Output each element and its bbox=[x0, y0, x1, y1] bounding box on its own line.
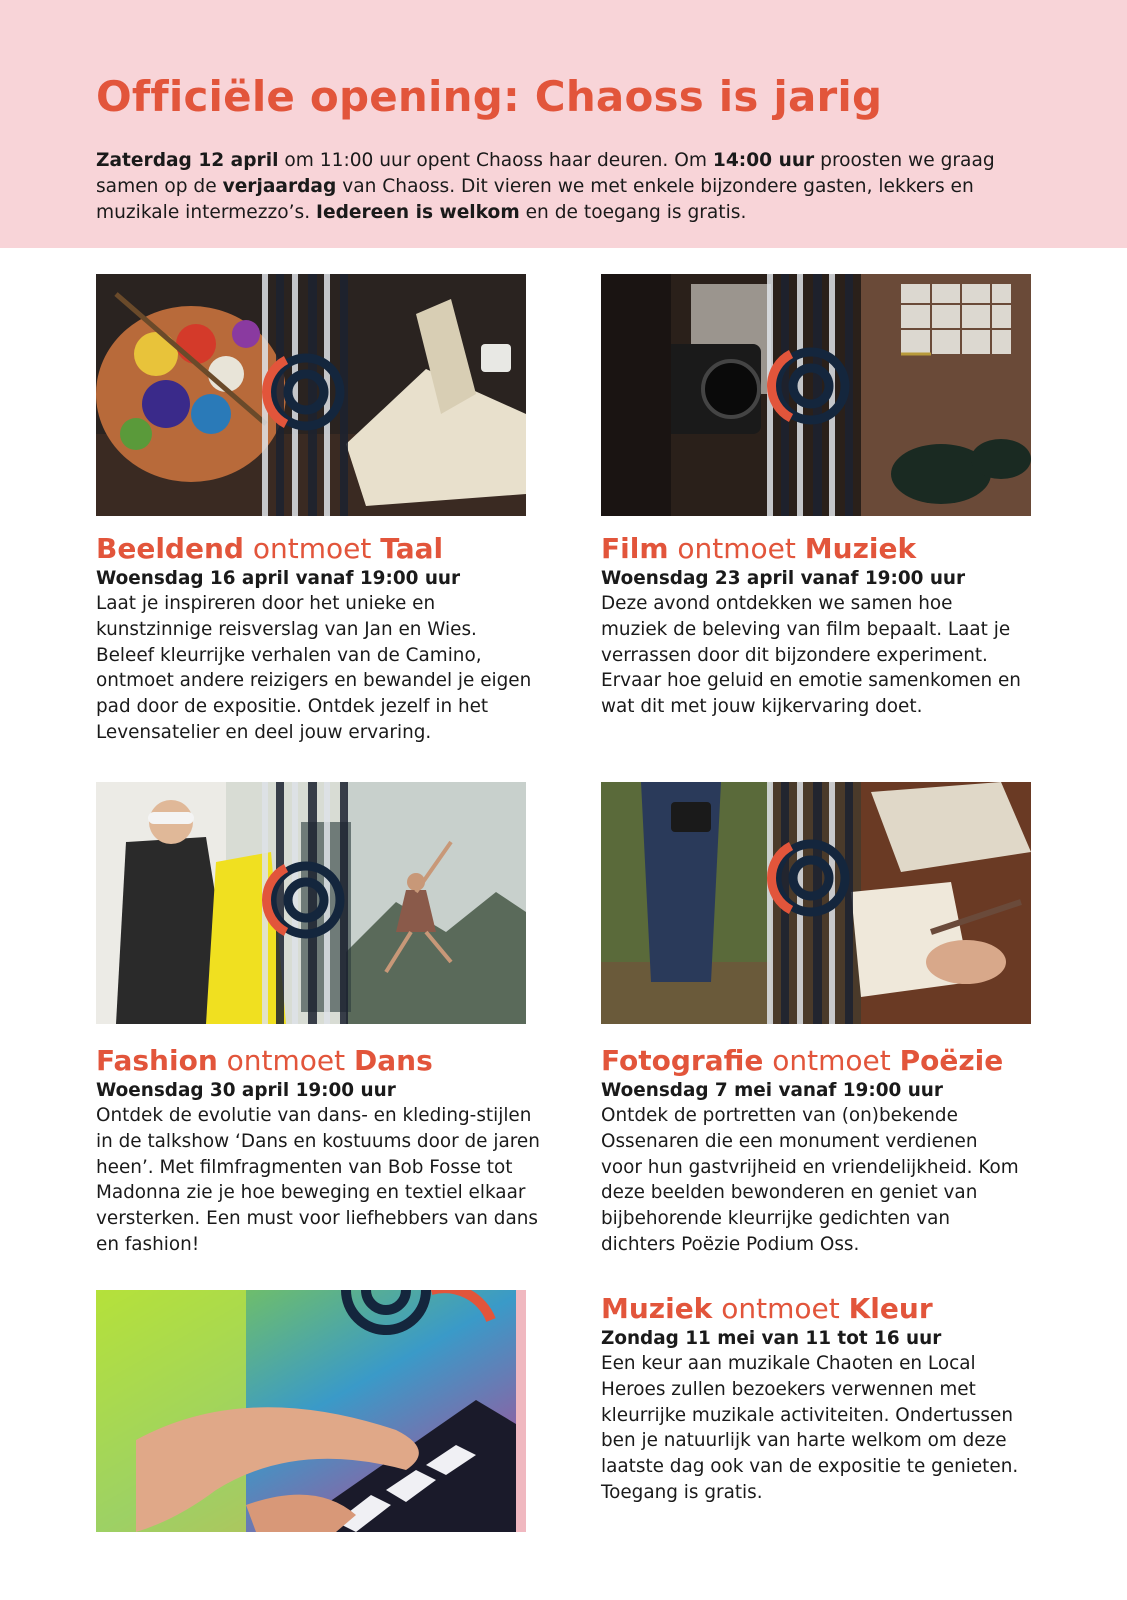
event-description: Een keur aan muzikale Chaoten en Local Heroes zullen bezoekers verwennen met kleurrijke muzikale activiteiten. Ondertussen ben je natuurlijk van harte welkom om deze laatste dag ook van de expositie te genieten. Toegang is gratis. bbox=[601, 1353, 1019, 1503]
event-description: Deze avond ontdekken we samen hoe muziek de beleving van film bepaalt. Laat je verrassen door dit bijzondere experiment. Ervaar hoe geluid en emotie samenkomen en wat dit met jouw kijkervaring doet. bbox=[601, 593, 1021, 718]
event-title-b: Taal bbox=[380, 532, 444, 565]
event-title bbox=[601, 1044, 1051, 1078]
intro-paragraph bbox=[96, 148, 1056, 226]
intro-emphasis: 14:00 uur bbox=[712, 150, 815, 171]
intro-text: en de toegang is gratis. bbox=[519, 202, 747, 223]
event-date: Woensdag 7 mei vanaf 19:00 uur bbox=[601, 1080, 943, 1101]
event-title bbox=[96, 532, 546, 566]
intro-text: om 11:00 uur opent Chaoss haar deuren. Om bbox=[278, 150, 713, 171]
event-title-b: Kleur bbox=[848, 1292, 933, 1325]
event-title-a: Film bbox=[601, 532, 669, 565]
intro-emphasis: Iedereen is welkom bbox=[316, 202, 520, 223]
event-beeldend-taal bbox=[96, 532, 546, 746]
event-date: Woensdag 23 april vanaf 19:00 uur bbox=[601, 568, 966, 589]
event-date: Zondag 11 mei van 11 tot 16 uur bbox=[601, 1328, 942, 1349]
event-title-b: Dans bbox=[354, 1044, 433, 1077]
event-description: Ontdek de portretten van (on)bekende Ossenaren die een monument verdienen voor hun gastvrijheid en vriendelijkheid. Kom deze beelden bewonderen en geniet van bijbehorende kleurrijke gedichten van dichters Poëzie Podium Oss. bbox=[601, 1105, 1019, 1255]
event-title-b: Poëzie bbox=[899, 1044, 1004, 1077]
intro-text: proosten we graag samen op de bbox=[96, 150, 995, 197]
event-title-connector: ontmoet bbox=[677, 532, 796, 565]
photo-muziek-kleur bbox=[96, 1290, 526, 1532]
photo-beeldend-taal bbox=[96, 274, 526, 516]
intro-text: van Chaoss. Dit vieren we met enkele bijzondere gasten, lekkers en muzikale intermezzo’s. bbox=[96, 176, 974, 223]
event-title-a: Muziek bbox=[601, 1292, 713, 1325]
event-description: Laat je inspireren door het unieke en kunstzinnige reisverslag van Jan en Wies. Beleef kleurrijke verhalen van de Camino, ontmoet andere reizigers en bewandel je eigen pad door de expositie. Ontdek jezelf in het Levensatelier en deel jouw ervaring. bbox=[96, 593, 532, 743]
event-title-b: Muziek bbox=[804, 532, 917, 565]
event-description: Ontdek de evolutie van dans- en kleding-stijlen in de talkshow ‘Dans en kostuums door de jaren heen’. Met filmfragmenten van Bob Fosse tot Madonna zie je hoe beweging en textiel elkaar versterken. Een must voor liefhebbers van dans en fashion! bbox=[96, 1105, 540, 1255]
event-title-a: Fashion bbox=[96, 1044, 218, 1077]
event-date: Woensdag 16 april vanaf 19:00 uur bbox=[96, 568, 461, 589]
event-title-a: Beeldend bbox=[96, 532, 244, 565]
event-title bbox=[601, 1292, 1051, 1326]
intro-emphasis: Zaterdag 12 april bbox=[96, 150, 279, 171]
photo-film-muziek bbox=[601, 274, 1031, 516]
event-title bbox=[96, 1044, 546, 1078]
intro-emphasis: verjaardag bbox=[222, 176, 337, 197]
page-title: Officiële opening: Chaoss is jarig bbox=[96, 72, 883, 121]
photo-fotografie-poezie bbox=[601, 782, 1031, 1024]
event-title bbox=[601, 532, 1051, 566]
event-film-muziek bbox=[601, 532, 1051, 720]
event-muziek-kleur bbox=[601, 1292, 1051, 1506]
event-title-a: Fotografie bbox=[601, 1044, 764, 1077]
photo-fashion-dans bbox=[96, 782, 526, 1024]
event-title-connector: ontmoet bbox=[772, 1044, 891, 1077]
event-title-connector: ontmoet bbox=[721, 1292, 840, 1325]
event-fashion-dans bbox=[96, 1044, 546, 1258]
event-title-connector: ontmoet bbox=[226, 1044, 346, 1077]
header-banner bbox=[0, 0, 1127, 248]
event-title-connector: ontmoet bbox=[252, 532, 372, 565]
event-date: Woensdag 30 april 19:00 uur bbox=[96, 1080, 396, 1101]
event-fotografie-poezie bbox=[601, 1044, 1051, 1258]
